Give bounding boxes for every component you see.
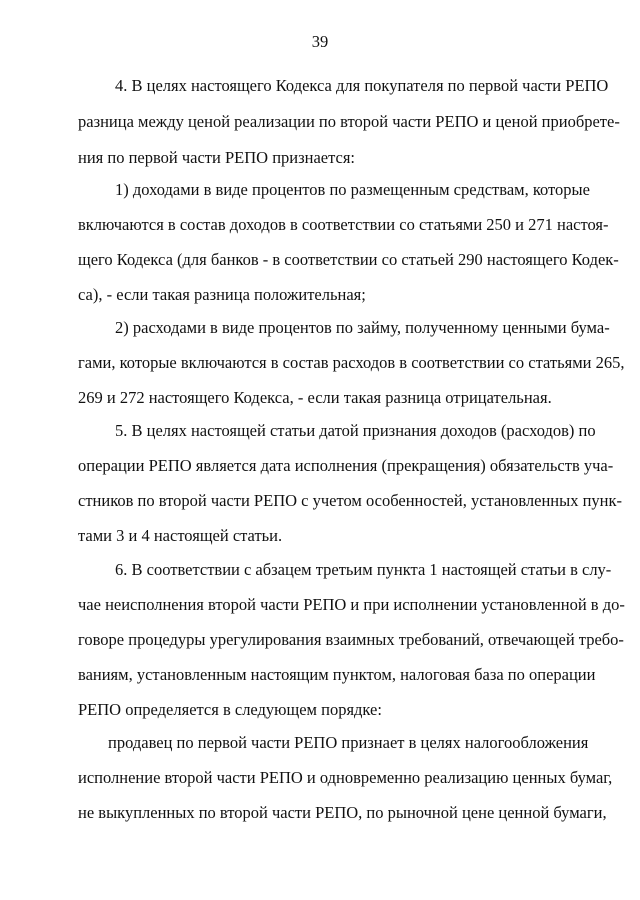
text-line: чае неисполнения второй части РЕПО и при исполнении установленной в до- [78,595,625,614]
text-line: 269 и 272 настоящего Кодекса, - если такая разница отрицательная. [78,388,552,407]
text-line: операции РЕПО является дата исполнения (прекращения) обязательств уча- [78,456,614,475]
text-line: гами, которые включаются в состав расходов в соответствии со статьями 265, [78,353,625,372]
text-line: 6. В соответствии с абзацем третьим пункта 1 настоящей статьи в слу- [115,560,612,579]
text-line: РЕПО определяется в следующем порядке: [78,700,382,719]
text-line: исполнение второй части РЕПО и одновременно реализацию ценных бумаг, [78,768,613,787]
text-line: са), - если такая разница положительная; [78,285,366,304]
text-line: щего Кодекса (для банков - в соответствии со статьей 290 настоящего Кодек- [78,250,619,269]
text-line: говоре процедуры урегулирования взаимных требований, отвечающей требо- [78,630,624,649]
text-line: стников по второй части РЕПО с учетом особенностей, установленных пунк- [78,491,623,510]
text-line: включаются в состав доходов в соответствии со статьями 250 и 271 настоя- [78,215,609,234]
text-line: 1) доходами в виде процентов по размещенным средствам, которые [115,180,590,199]
text-line: ваниям, установленным настоящим пунктом, налоговая база по операции [78,665,596,684]
page-number: 39 [311,32,329,51]
text-line: не выкупленных по второй части РЕПО, по рыночной цене ценной бумаги, [78,803,607,822]
text-line: разница между ценой реализации по второй части РЕПО и ценой приобрете- [78,112,620,131]
text-line: 5. В целях настоящей статьи датой признания доходов (расходов) по [115,421,596,440]
text-line: тами 3 и 4 настоящей статьи. [78,526,283,545]
text-line: 2) расходами в виде процентов по займу, полученному ценными бума- [115,318,610,337]
text-line: 4. В целях настоящего Кодекса для покупателя по первой части РЕПО [115,76,609,95]
text-line: ния по первой части РЕПО признается: [78,148,356,167]
text-line: продавец по первой части РЕПО признает в целях налогообложения [108,733,589,752]
